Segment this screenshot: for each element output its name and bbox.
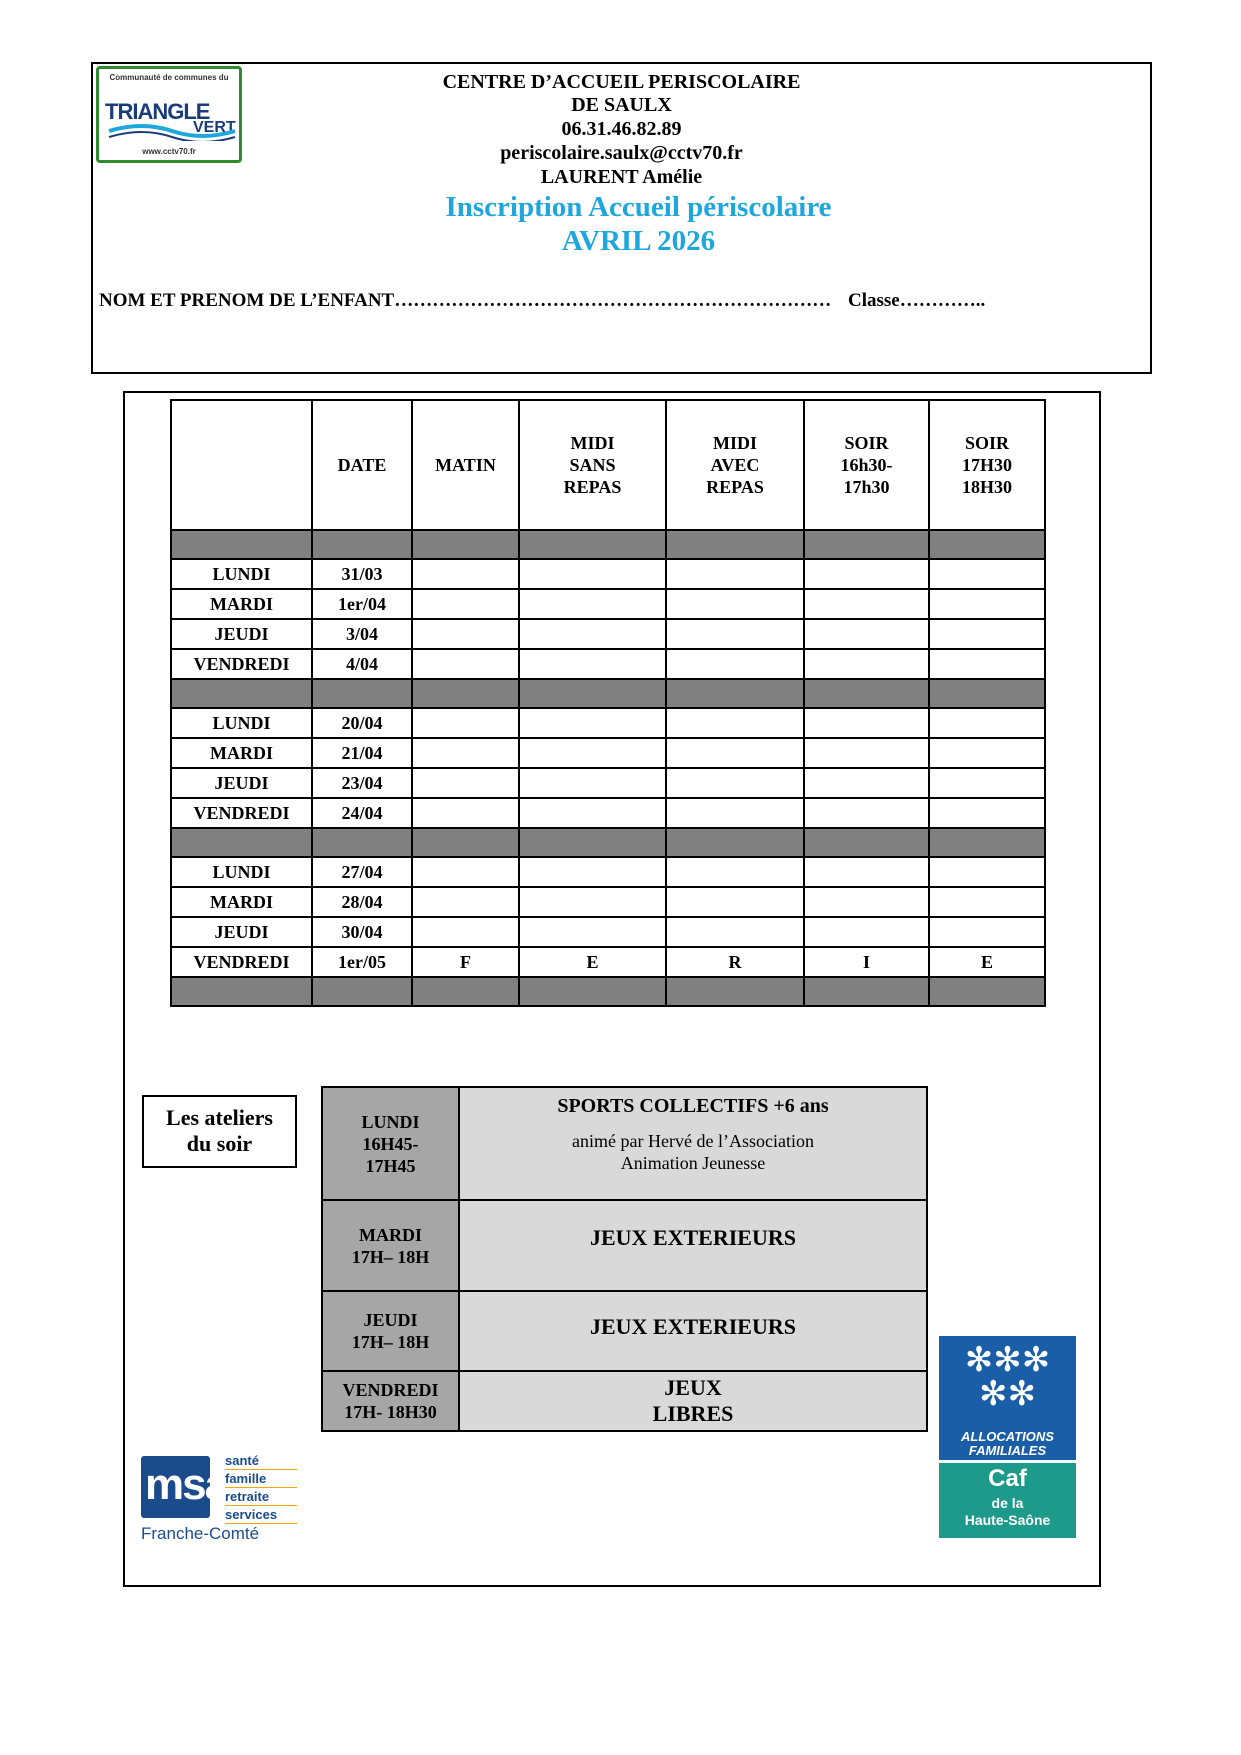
atelier-when-cell <box>322 1291 459 1371</box>
slot-cell[interactable] <box>412 559 519 589</box>
table-row <box>171 947 1045 977</box>
separator-cell <box>412 828 519 857</box>
slot-cell[interactable] <box>666 768 804 798</box>
col-header-line: MATIN <box>435 455 496 475</box>
slot-cell[interactable] <box>929 917 1045 947</box>
family-people-icon: ✻✻✻ ✻✻ <box>964 1342 1051 1413</box>
schedule-col-header <box>171 400 312 530</box>
slot-cell[interactable]: I <box>804 947 929 977</box>
slot-cell[interactable] <box>804 768 929 798</box>
separator-cell <box>804 828 929 857</box>
date-cell: 1er/05 <box>312 947 412 977</box>
separator-cell <box>312 679 412 708</box>
msa-mark-icon: msa <box>141 1456 210 1518</box>
date-cell: 27/04 <box>312 857 412 887</box>
atelier-when-cell <box>322 1200 459 1291</box>
slot-cell[interactable] <box>929 738 1045 768</box>
slot-cell[interactable] <box>412 589 519 619</box>
week-separator-row <box>171 977 1045 1006</box>
col-header-line: 16h30- <box>840 455 893 475</box>
page-title: Inscription Accueil périscolaire <box>445 191 832 223</box>
slot-cell[interactable] <box>804 589 929 619</box>
slot-cell[interactable] <box>519 917 666 947</box>
separator-cell <box>519 828 666 857</box>
atelier-title-line: LIBRES <box>652 1401 734 1426</box>
slot-cell[interactable] <box>666 708 804 738</box>
table-row <box>171 857 1045 887</box>
logo-name-b: VERT <box>193 119 236 136</box>
slot-cell[interactable] <box>519 738 666 768</box>
day-cell: VENDREDI <box>171 947 312 977</box>
atelier-title: JEUX EXTERIEURS <box>590 1225 796 1250</box>
atelier-when-line: 17H45 <box>365 1155 416 1176</box>
caf-top-block <box>939 1336 1076 1460</box>
table-row <box>171 559 1045 589</box>
atelier-when-cell <box>322 1371 459 1431</box>
class-label: Classe………….. <box>847 290 986 311</box>
caf-bottom-block <box>939 1463 1076 1538</box>
col-header-line: 18H30 <box>961 477 1012 497</box>
slot-cell[interactable] <box>412 649 519 679</box>
slot-cell[interactable] <box>412 798 519 828</box>
atelier-when-line: JEUDI <box>363 1310 418 1330</box>
slot-cell[interactable] <box>412 857 519 887</box>
atelier-when-line: LUNDI <box>361 1111 420 1132</box>
ateliers-label <box>142 1095 297 1168</box>
slot-cell[interactable] <box>804 708 929 738</box>
atelier-title: SPORTS COLLECTIFS +6 ans <box>557 1095 829 1117</box>
table-row <box>171 589 1045 619</box>
slot-cell[interactable] <box>929 708 1045 738</box>
separator-cell <box>519 679 666 708</box>
slot-cell[interactable] <box>412 738 519 768</box>
slot-cell[interactable] <box>412 619 519 649</box>
separator-cell <box>519 530 666 559</box>
child-name-line <box>99 290 985 312</box>
table-row <box>171 708 1045 738</box>
atelier-when-line: 17H– 18H <box>351 1246 430 1267</box>
atelier-when-line: 17H– 18H <box>351 1332 430 1352</box>
date-cell: 24/04 <box>312 798 412 828</box>
col-header-line: AVEC <box>710 455 760 475</box>
table-row <box>171 649 1045 679</box>
date-cell: 31/03 <box>312 559 412 589</box>
date-cell: 1er/04 <box>312 589 412 619</box>
day-cell: MARDI <box>171 738 312 768</box>
table-row <box>171 887 1045 917</box>
slot-cell[interactable] <box>519 649 666 679</box>
page-month: AVRIL 2026 <box>561 225 716 257</box>
slot-cell[interactable] <box>804 917 929 947</box>
slot-cell[interactable] <box>804 559 929 589</box>
slot-cell[interactable] <box>519 619 666 649</box>
slot-cell[interactable] <box>519 589 666 619</box>
separator-cell <box>666 977 804 1006</box>
date-cell: 3/04 <box>312 619 412 649</box>
atelier-title: JEUX EXTERIEURS <box>590 1314 796 1339</box>
col-header-line: DATE <box>337 455 387 475</box>
slot-cell[interactable] <box>929 589 1045 619</box>
caf-sub: de la Haute-Saône <box>964 1495 1051 1528</box>
separator-cell <box>666 679 804 708</box>
slot-cell[interactable] <box>519 857 666 887</box>
separator-cell <box>171 679 312 708</box>
header-box <box>91 62 1152 374</box>
msa-region: Franche-Comté <box>141 1524 260 1543</box>
slot-cell[interactable] <box>666 738 804 768</box>
slot-cell[interactable] <box>929 857 1045 887</box>
msa-word: famille <box>225 1470 297 1488</box>
separator-cell <box>519 977 666 1006</box>
slot-cell[interactable] <box>412 917 519 947</box>
separator-cell <box>412 977 519 1006</box>
table-row <box>171 798 1045 828</box>
col-header-line: SOIR <box>844 433 889 453</box>
atelier-when-line: VENDREDI <box>342 1380 439 1400</box>
col-header-line: 17h30 <box>843 477 890 497</box>
slot-cell[interactable]: F <box>412 947 519 977</box>
schedule-col-header <box>929 400 1045 530</box>
msa-word: retraite <box>225 1488 297 1506</box>
week-separator-row <box>171 530 1045 559</box>
atelier-activity-cell <box>459 1371 927 1431</box>
col-header-line: REPAS <box>563 477 622 497</box>
date-cell: 23/04 <box>312 768 412 798</box>
table-row <box>171 738 1045 768</box>
caf-allocations: ALLOCATIONS FAMILIALES <box>961 1429 1054 1458</box>
ateliers-label-line2: du soir <box>186 1131 253 1156</box>
date-cell: 20/04 <box>312 708 412 738</box>
slot-cell[interactable] <box>804 619 929 649</box>
day-cell: VENDREDI <box>171 649 312 679</box>
msa-words <box>225 1452 297 1524</box>
day-cell: LUNDI <box>171 708 312 738</box>
separator-cell <box>929 828 1045 857</box>
date-cell: 30/04 <box>312 917 412 947</box>
org-line1: CENTRE D’ACCUEIL PERISCOLAIRE <box>442 71 801 93</box>
slot-cell[interactable] <box>804 798 929 828</box>
day-cell: VENDREDI <box>171 798 312 828</box>
atelier-when-cell <box>322 1087 459 1200</box>
schedule-header-row <box>171 400 1045 530</box>
slot-cell[interactable] <box>666 857 804 887</box>
table-row <box>171 917 1045 947</box>
date-cell: 28/04 <box>312 887 412 917</box>
logo-top-text: Communauté de communes du <box>109 73 229 82</box>
org-contact: LAURENT Amélie <box>540 166 703 188</box>
atelier-row <box>322 1371 927 1431</box>
atelier-detail-line: Animation Jeunesse <box>620 1153 766 1173</box>
col-header-line: MIDI <box>713 433 757 453</box>
slot-cell[interactable] <box>929 798 1045 828</box>
separator-cell <box>412 679 519 708</box>
logo-name-a: TRIANGLE <box>105 99 210 124</box>
separator-cell <box>929 530 1045 559</box>
table-row <box>171 768 1045 798</box>
atelier-row <box>322 1291 927 1371</box>
slot-cell[interactable]: R <box>666 947 804 977</box>
slot-cell[interactable] <box>804 738 929 768</box>
slot-cell[interactable] <box>929 768 1045 798</box>
week-separator-row <box>171 679 1045 708</box>
separator-cell <box>312 828 412 857</box>
day-cell: MARDI <box>171 589 312 619</box>
slot-cell[interactable] <box>666 649 804 679</box>
slot-cell[interactable] <box>929 887 1045 917</box>
separator-cell <box>666 530 804 559</box>
slot-cell[interactable]: E <box>929 947 1045 977</box>
child-name-label: NOM ET PRENOM DE L’ENFANT…………………………………………………………… <box>99 290 832 311</box>
schedule-col-header <box>804 400 929 530</box>
separator-cell <box>312 977 412 1006</box>
atelier-activity-cell <box>459 1291 927 1371</box>
separator-cell <box>804 977 929 1006</box>
col-header-line: REPAS <box>706 477 764 497</box>
slot-cell[interactable] <box>519 887 666 917</box>
col-header-line: MIDI <box>570 433 615 453</box>
atelier-title-line: JEUX <box>664 1375 722 1400</box>
slot-cell[interactable]: E <box>519 947 666 977</box>
separator-cell <box>171 828 312 857</box>
slot-cell[interactable] <box>666 559 804 589</box>
slot-cell[interactable] <box>412 768 519 798</box>
separator-cell <box>171 530 312 559</box>
slot-cell[interactable] <box>519 708 666 738</box>
msa-word: services <box>225 1506 297 1524</box>
slot-cell[interactable] <box>519 768 666 798</box>
col-header-line: SOIR <box>964 433 1009 453</box>
caf-logo <box>939 1336 1076 1538</box>
slot-cell[interactable] <box>804 649 929 679</box>
schedule-col-header <box>519 400 666 530</box>
separator-cell <box>312 530 412 559</box>
org-email: periscolaire.saulx@cctv70.fr <box>500 142 743 164</box>
atelier-row <box>322 1087 927 1200</box>
slot-cell[interactable] <box>666 589 804 619</box>
day-cell: JEUDI <box>171 619 312 649</box>
table-row <box>171 619 1045 649</box>
atelier-activity-cell <box>459 1200 927 1291</box>
atelier-when-line: MARDI <box>359 1224 422 1245</box>
slot-cell[interactable] <box>666 887 804 917</box>
schedule-col-header <box>412 400 519 530</box>
slot-cell[interactable] <box>666 798 804 828</box>
day-cell: LUNDI <box>171 559 312 589</box>
slot-cell[interactable] <box>519 798 666 828</box>
msa-logo <box>141 1452 301 1548</box>
date-cell: 21/04 <box>312 738 412 768</box>
activities-table <box>321 1086 928 1432</box>
separator-cell <box>929 679 1045 708</box>
day-cell: MARDI <box>171 887 312 917</box>
logo-url: www.cctv70.fr <box>142 147 196 156</box>
separator-cell <box>412 530 519 559</box>
slot-cell[interactable] <box>666 917 804 947</box>
slot-cell[interactable] <box>929 559 1045 589</box>
schedule-col-header <box>666 400 804 530</box>
separator-cell <box>804 530 929 559</box>
slot-cell[interactable] <box>412 708 519 738</box>
ateliers-label-line1: Les ateliers <box>166 1105 273 1130</box>
org-line2: DE SAULX <box>571 94 672 116</box>
slot-cell[interactable] <box>929 649 1045 679</box>
atelier-row <box>322 1200 927 1291</box>
atelier-when-line: 16H45- <box>362 1133 419 1154</box>
separator-cell <box>666 828 804 857</box>
col-header-line: SANS <box>569 455 616 475</box>
msa-word: santé <box>225 1452 297 1470</box>
slot-cell[interactable] <box>804 887 929 917</box>
schedule-col-header <box>312 400 412 530</box>
slot-cell[interactable] <box>929 619 1045 649</box>
atelier-activity-cell <box>459 1087 927 1200</box>
separator-cell <box>804 679 929 708</box>
date-cell: 4/04 <box>312 649 412 679</box>
day-cell: JEUDI <box>171 917 312 947</box>
schedule-table <box>170 399 1046 1007</box>
col-header-line: 17H30 <box>961 455 1012 475</box>
day-cell: LUNDI <box>171 857 312 887</box>
atelier-when-line: 17H- 18H30 <box>344 1402 437 1422</box>
slot-cell[interactable] <box>519 559 666 589</box>
org-phone: 06.31.46.82.89 <box>561 118 682 140</box>
separator-cell <box>929 977 1045 1006</box>
week-separator-row <box>171 828 1045 857</box>
slot-cell[interactable] <box>412 887 519 917</box>
caf-name: Caf <box>988 1465 1027 1492</box>
atelier-detail-line: animé par Hervé de l’Association <box>572 1131 814 1151</box>
day-cell: JEUDI <box>171 768 312 798</box>
slot-cell[interactable] <box>804 857 929 887</box>
separator-cell <box>171 977 312 1006</box>
slot-cell[interactable] <box>666 619 804 649</box>
